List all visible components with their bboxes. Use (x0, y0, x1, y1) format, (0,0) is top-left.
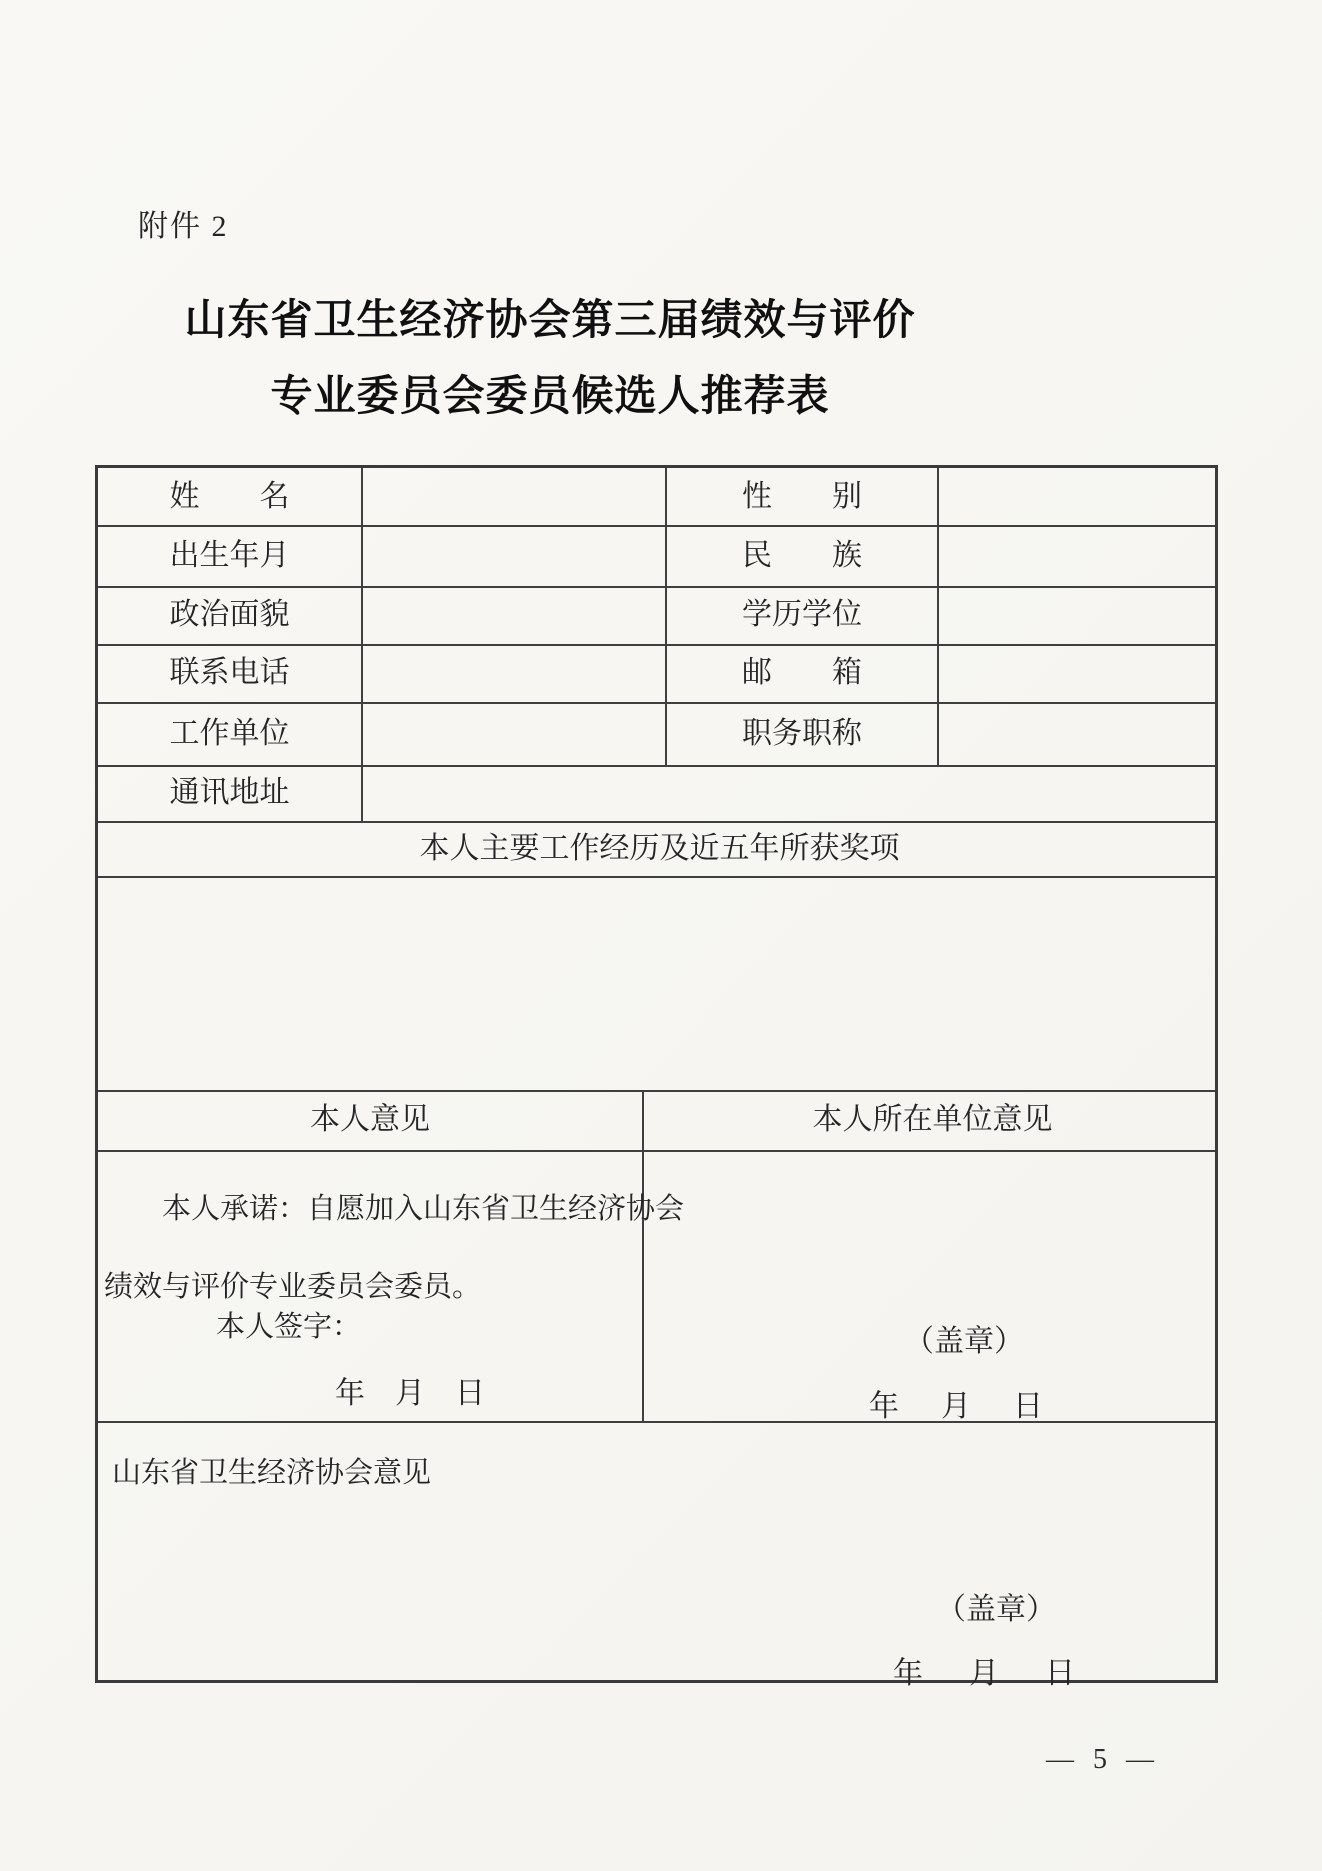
field-label-address: 通讯地址 (169, 776, 290, 809)
association-opinion-header: 山东省卫生经济协会意见 (112, 1457, 432, 1489)
experience-blank-area (98, 878, 1221, 1090)
association-opinion-cell (98, 1423, 1221, 1690)
field-value-employer (363, 704, 665, 765)
association-date-line: 年 月 日 (893, 1657, 1083, 1690)
personal-date-line: 年 月 日 (335, 1377, 485, 1410)
field-value-birthdate (363, 527, 665, 586)
form-title-line2: 专业委员会委员候选人推荐表 (270, 372, 830, 419)
field-label-birthdate: 出生年月 (169, 539, 290, 572)
field-label-political-status: 政治面貌 (169, 598, 290, 631)
commitment-line1: 本人承诺：自愿加入山东省卫生经济协会 (162, 1193, 685, 1225)
field-label-position-title: 职务职称 (742, 717, 862, 750)
form-title-line1: 山东省卫生经济协会第三届绩效与评价 (184, 296, 916, 343)
personal-opinion-cell (98, 1152, 685, 1421)
field-value-email (939, 646, 1218, 702)
field-value-address (363, 767, 1218, 821)
field-value-education-degree (939, 588, 1218, 644)
field-value-ethnicity (939, 527, 1218, 586)
field-label-ethnicity: 民 族 (742, 539, 862, 572)
field-label-employer: 工作单位 (169, 717, 290, 750)
field-label-gender: 性 别 (742, 480, 862, 513)
recommendation-form-table (95, 465, 1218, 1690)
field-value-gender (939, 468, 1218, 525)
field-label-education-degree: 学历学位 (742, 598, 862, 631)
field-value-phone (363, 646, 665, 702)
personal-opinion-header: 本人意见 (310, 1103, 430, 1136)
field-value-name (363, 468, 665, 525)
association-seal-label: （盖章） (936, 1593, 1056, 1626)
signature-label: 本人签字： (216, 1311, 362, 1343)
field-label-phone: 联系电话 (169, 656, 290, 689)
unit-date-line: 年 月 日 (869, 1390, 1049, 1423)
page-number: — 5 — (1046, 1744, 1160, 1775)
commitment-line2: 绩效与评价专业委员会委员。 (104, 1271, 482, 1303)
field-value-political-status (363, 588, 665, 644)
field-label-name: 姓 名 (169, 480, 290, 513)
field-label-email: 邮 箱 (742, 656, 862, 689)
attachment-label: 附件 2 (138, 210, 229, 243)
unit-opinion-cell (644, 1152, 1221, 1421)
experience-section-header: 本人主要工作经历及近五年所获奖项 (419, 832, 900, 865)
unit-seal-label: （盖章） (904, 1325, 1024, 1358)
field-value-position-title (939, 704, 1218, 765)
unit-opinion-header: 本人所在单位意见 (812, 1103, 1053, 1136)
